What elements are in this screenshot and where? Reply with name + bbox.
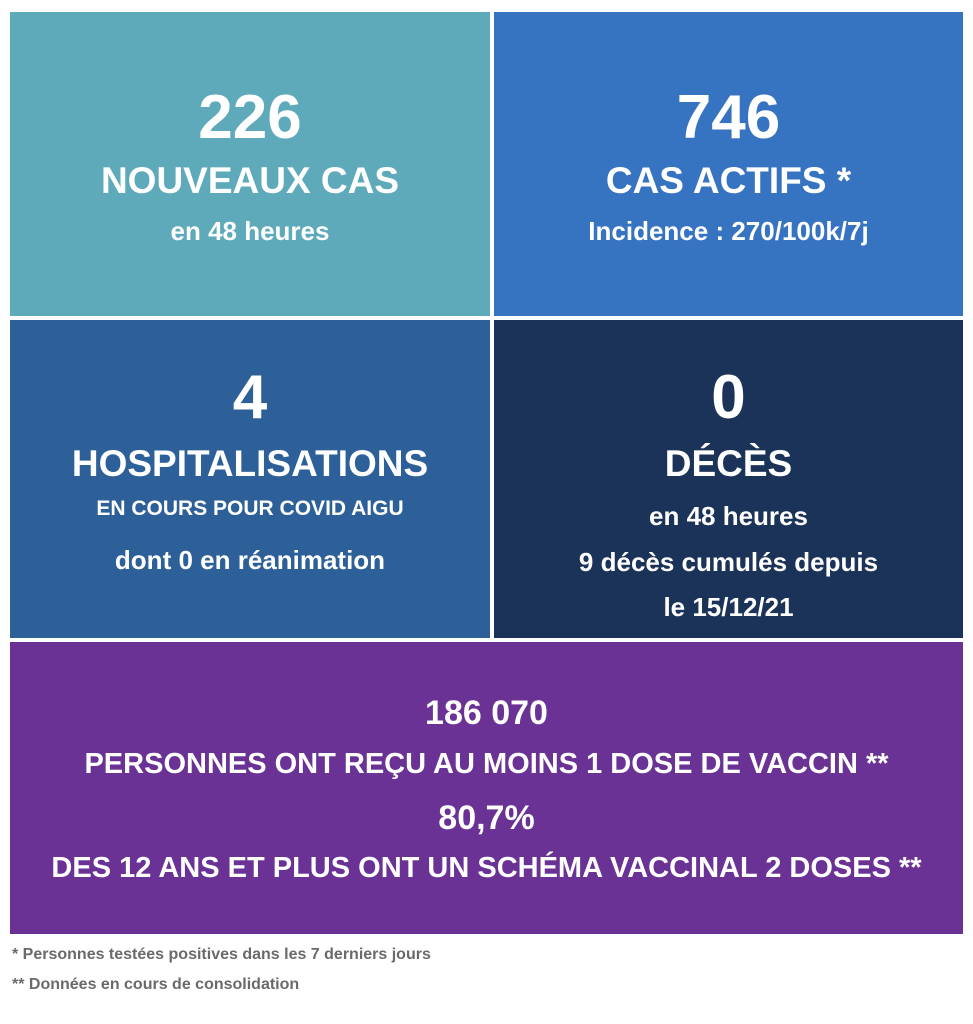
hospitalisations-title: HOSPITALISATIONS	[71, 443, 429, 484]
hospitalisations-subtitle: EN COURS POUR COVID AIGU	[96, 497, 404, 520]
tile-deaths	[494, 320, 963, 638]
active-cases-value: 746	[676, 83, 781, 152]
active-cases-incidence: Incidence : 270/100k/7j	[588, 216, 869, 246]
tile-active-cases	[494, 12, 963, 316]
deaths-value: 0	[711, 363, 746, 432]
active-cases-title: CAS ACTIFS *	[605, 160, 852, 201]
new-cases-title: NOUVEAUX CAS	[100, 160, 400, 201]
footnote-consolidation: ** Données en cours de consolidation	[12, 976, 300, 993]
hospitalisations-icu: dont 0 en réanimation	[114, 545, 386, 575]
deaths-since-date: le 15/12/21	[663, 592, 794, 622]
vaccination-full-schema-percent: 80,7%	[438, 799, 535, 837]
footnote-active-cases: * Personnes testées positives dans les 7 derniers jours	[12, 946, 431, 963]
vaccination-full-schema-label: DES 12 ANS ET PLUS ONT UN SCHÉMA VACCINAL 2 DOSES **	[51, 852, 922, 884]
new-cases-value: 226	[198, 83, 302, 152]
vaccination-first-dose-count: 186 070	[425, 694, 548, 732]
vaccination-first-dose-label: PERSONNES ONT REÇU AU MOINS 1 DOSE DE VACCIN **	[84, 748, 889, 780]
hospitalisations-value: 4	[232, 363, 268, 432]
tile-vaccination	[10, 642, 963, 934]
deaths-subtitle: en 48 heures	[649, 501, 808, 531]
new-cases-subtitle: en 48 heures	[170, 216, 330, 246]
deaths-cumulative: 9 décès cumulés depuis	[578, 547, 879, 577]
deaths-title: DÉCÈS	[664, 443, 793, 484]
tile-new-cases	[10, 12, 490, 316]
tile-hospitalisations	[10, 320, 490, 638]
